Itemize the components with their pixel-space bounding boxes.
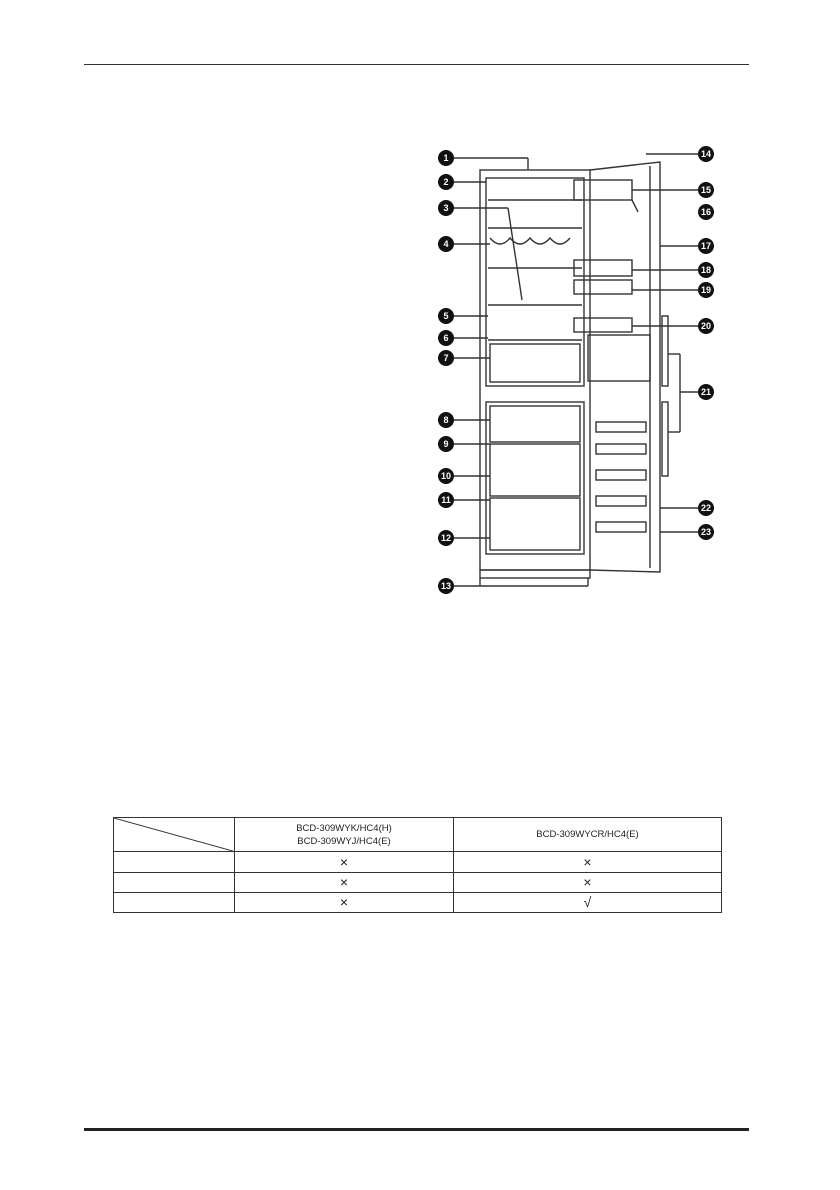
table-header-row [114,818,722,852]
callout-23: 23 [700,527,712,537]
callout-15: 15 [700,185,712,195]
callout-1: 1 [443,153,449,163]
row-label-cell [114,852,235,872]
callout-21: 21 [700,387,712,397]
callout-14: 14 [700,149,712,159]
table-cell: × [454,852,722,872]
callout-4: 4 [443,239,449,249]
row-label-cell [114,872,235,892]
table-row [114,852,722,872]
table-cell: × [454,872,722,892]
callout-8: 8 [443,415,449,425]
callout-7: 7 [443,353,449,363]
callout-13: 13 [440,581,452,591]
column-header-model-a-line1: BCD-309WYK/HC4(H) [296,822,392,834]
callout-16: 16 [700,207,712,217]
callout-2: 2 [443,177,449,187]
callout-6: 6 [443,333,449,343]
callout-17: 17 [700,241,712,251]
column-header-model-b: BCD-309WYCR/HC4(E) [454,818,722,852]
fridge-compartment [486,178,584,386]
table-row [114,892,722,912]
table-corner-cell [114,818,235,852]
table-cell: × [235,872,454,892]
callout-10: 10 [440,471,452,481]
footer-rule [84,1128,749,1131]
model-feature-table [113,817,722,913]
callout-5: 5 [443,311,449,321]
refrigerator-diagram [428,140,728,600]
callout-19: 19 [700,285,712,295]
callout-20: 20 [700,321,712,331]
table-cell: × [235,852,454,872]
callout-22: 22 [700,503,712,513]
callout-18: 18 [700,265,712,275]
cabinet-body [480,170,590,570]
table-cell: √ [454,892,722,912]
freezer-compartment [486,402,584,554]
column-header-model-a [235,818,454,852]
callout-3: 3 [443,203,449,213]
table-cell: × [235,892,454,912]
callout-11: 11 [441,495,451,505]
column-header-model-a-line2: BCD-309WYJ/HC4(E) [297,835,391,847]
row-label-cell [114,892,235,912]
header-rule [84,64,749,65]
callout-9: 9 [443,439,449,449]
callout-12: 12 [440,533,452,543]
table-row [114,872,722,892]
